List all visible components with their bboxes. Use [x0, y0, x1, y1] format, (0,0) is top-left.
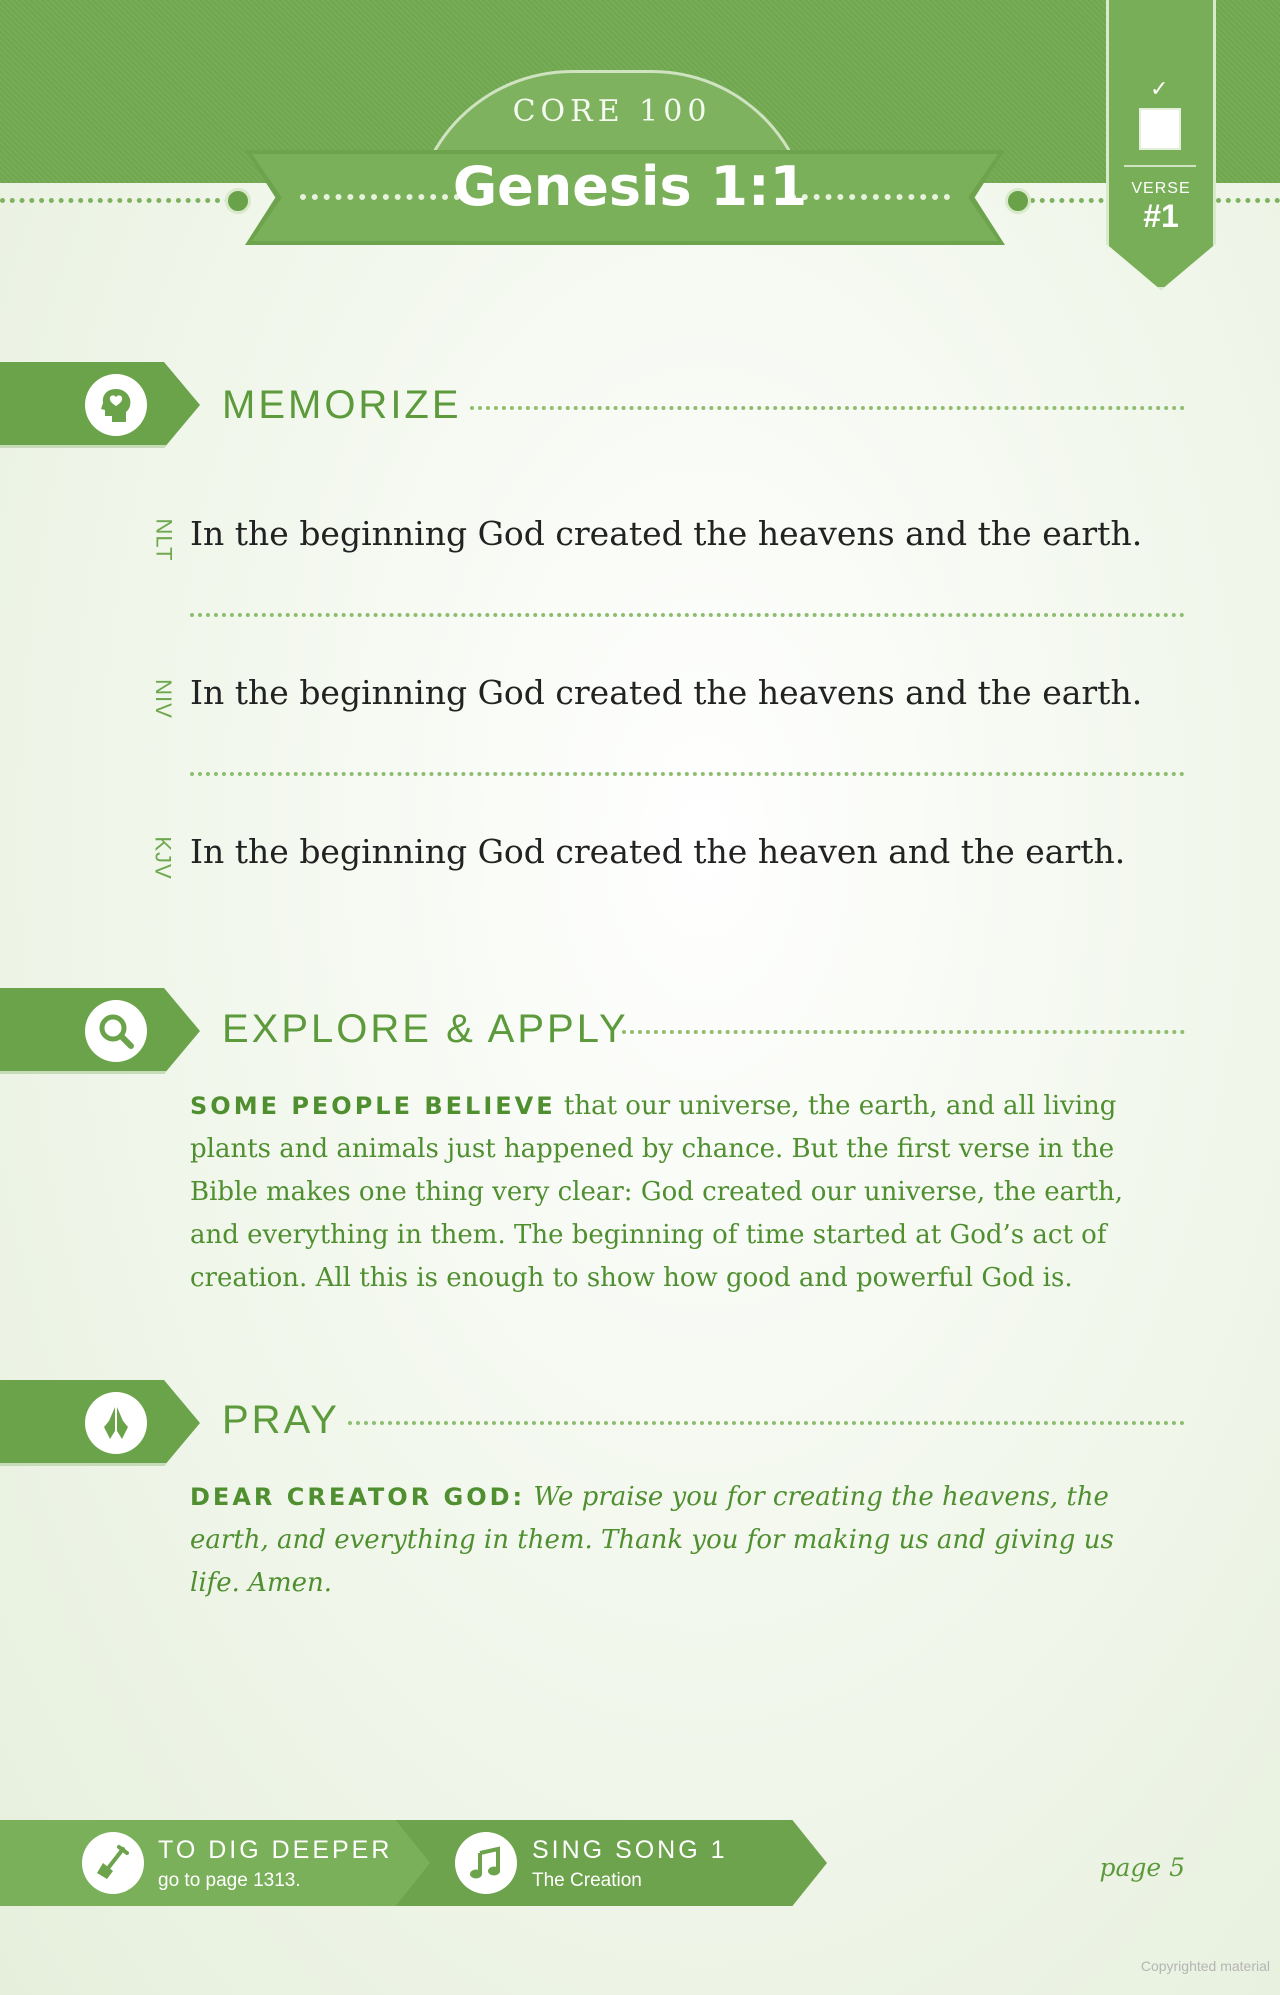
memorized-checkbox[interactable] — [1139, 108, 1181, 150]
explore-rule — [622, 1030, 1185, 1035]
verse-label: VERSE — [1131, 180, 1191, 197]
translation-label-nlt: NLT — [151, 518, 176, 562]
translation-label-kjv: KJV — [151, 836, 177, 880]
banner-knob-left — [225, 188, 251, 214]
header-dotted-line-left — [0, 198, 230, 204]
head-heart-icon — [85, 374, 147, 436]
praying-hands-icon — [85, 1392, 147, 1454]
verse-text-nlt: In the beginning God created the heavens and the earth. — [190, 514, 1143, 553]
verse-text-kjv: In the beginning God created the heaven and the earth. — [190, 832, 1126, 871]
pray-lead: DEAR CREATOR GOD: — [190, 1483, 526, 1511]
pray-body: We praise you for creating the heavens, the earth, and everything in them. Thank you for making us and giving us life. Amen. — [190, 1482, 1114, 1598]
banner-knob-right — [1005, 188, 1031, 214]
verse-divider — [190, 613, 1185, 618]
page-title: Genesis 1:1 — [452, 155, 808, 218]
translation-label-niv: NIV — [151, 679, 176, 719]
sing-song-subtitle: The Creation — [532, 1870, 642, 1891]
explore-paragraph — [190, 1085, 1165, 1300]
verse-tab-divider — [1124, 165, 1196, 167]
explore-body: that our universe, the earth, and all living plants and animals just happened by chance. But the first verse in the Bible makes one thing very clear: God created our universe, the earth, and everything in them. The beginning of time started at God’s act of creation. All this is enough to show how good and powerful God is. — [190, 1091, 1124, 1293]
verse-number: #1 — [1143, 198, 1179, 234]
dig-deeper-subtitle: go to page 1313. — [158, 1870, 301, 1891]
sing-song-title: SING SONG 1 — [532, 1836, 728, 1864]
shovel-icon — [82, 1832, 144, 1894]
memorize-rule — [470, 406, 1185, 411]
checkmark-icon: ✓ — [1150, 76, 1169, 101]
explore-heading: EXPLORE & APPLY — [222, 1007, 629, 1051]
pray-paragraph — [190, 1476, 1165, 1605]
magnifier-icon — [85, 1000, 147, 1062]
pray-heading: PRAY — [222, 1398, 340, 1442]
series-label: CORE 100 — [512, 94, 712, 129]
music-note-icon — [455, 1832, 517, 1894]
pray-rule — [348, 1421, 1185, 1426]
dig-deeper-title: TO DIG DEEPER — [158, 1836, 393, 1864]
copyright-watermark: Copyrighted material — [1140, 1958, 1270, 1974]
verse-divider — [190, 772, 1185, 777]
memorize-heading: MEMORIZE — [222, 383, 462, 427]
page-number: page 5 — [1099, 1853, 1185, 1882]
verse-text-niv: In the beginning God created the heavens and the earth. — [190, 673, 1143, 712]
explore-lead: SOME PEOPLE BELIEVE — [190, 1092, 556, 1120]
